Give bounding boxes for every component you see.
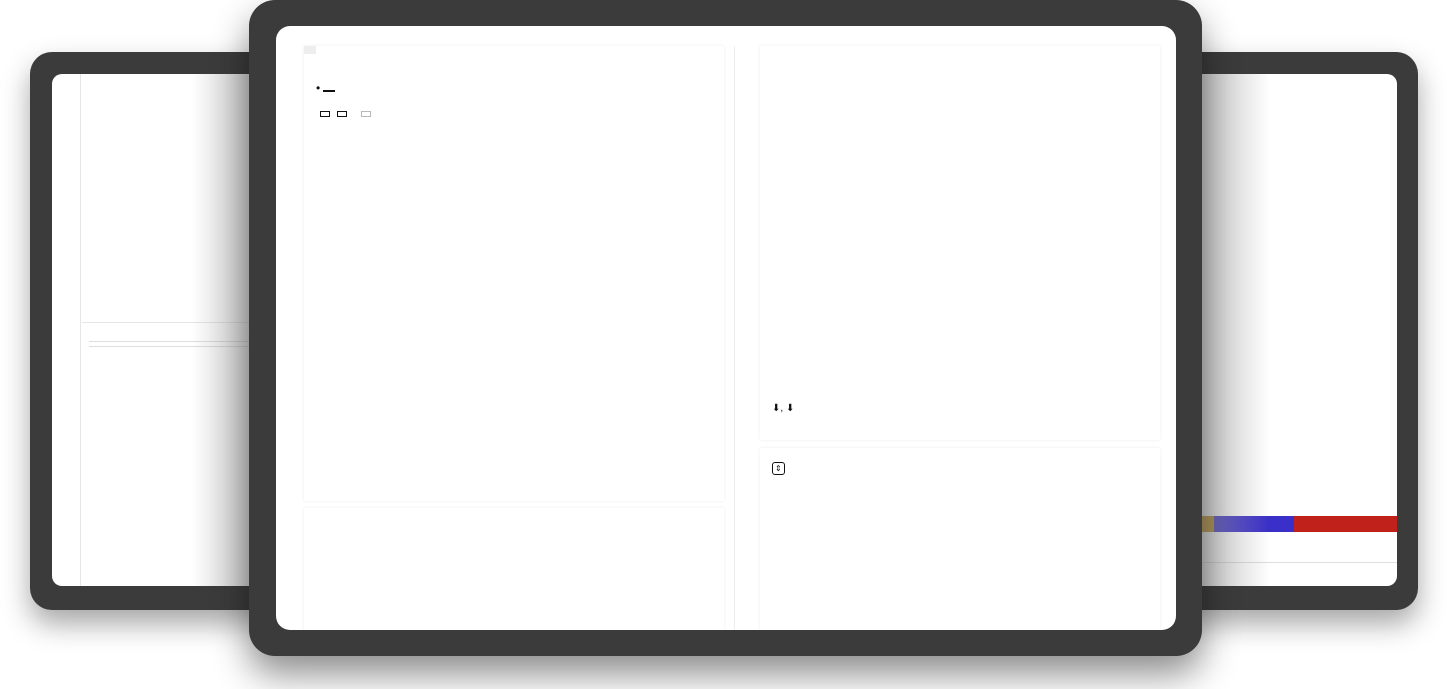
factors-pie-chart bbox=[780, 503, 950, 630]
factor-scores-chart bbox=[760, 206, 1150, 396]
download-icon: ⬇ bbox=[772, 403, 781, 414]
add-fund-button[interactable] bbox=[337, 111, 347, 117]
add-portfolio-button[interactable] bbox=[320, 111, 330, 117]
optimal-count-input[interactable] bbox=[323, 90, 335, 92]
selector-panel bbox=[304, 508, 724, 630]
category-scores-panel bbox=[760, 46, 1160, 440]
weights-panel bbox=[304, 46, 724, 501]
portfolio-actions bbox=[320, 104, 374, 122]
factors-bar-chart bbox=[960, 500, 1160, 630]
category-table-cell bbox=[1294, 562, 1397, 567]
export-section: ⬇, ⬇ bbox=[772, 403, 795, 414]
optimal-portfolio-row: • bbox=[316, 81, 335, 95]
factors-panel bbox=[760, 448, 1160, 630]
category-table-header-controversies bbox=[1294, 516, 1397, 532]
front-device-screen bbox=[276, 26, 1176, 630]
comparing-row bbox=[772, 462, 785, 475]
comparing-select[interactable] bbox=[772, 462, 785, 475]
select-arrows-icon: ⇕ bbox=[775, 464, 782, 473]
category-weights-grid bbox=[304, 144, 724, 489]
overall-report-button[interactable] bbox=[361, 111, 371, 117]
category-scores-chart bbox=[760, 78, 1150, 204]
download-icon: ⬇ bbox=[785, 403, 795, 414]
category-table-cell bbox=[1294, 532, 1397, 562]
act-analytics-tooltip bbox=[304, 46, 316, 54]
